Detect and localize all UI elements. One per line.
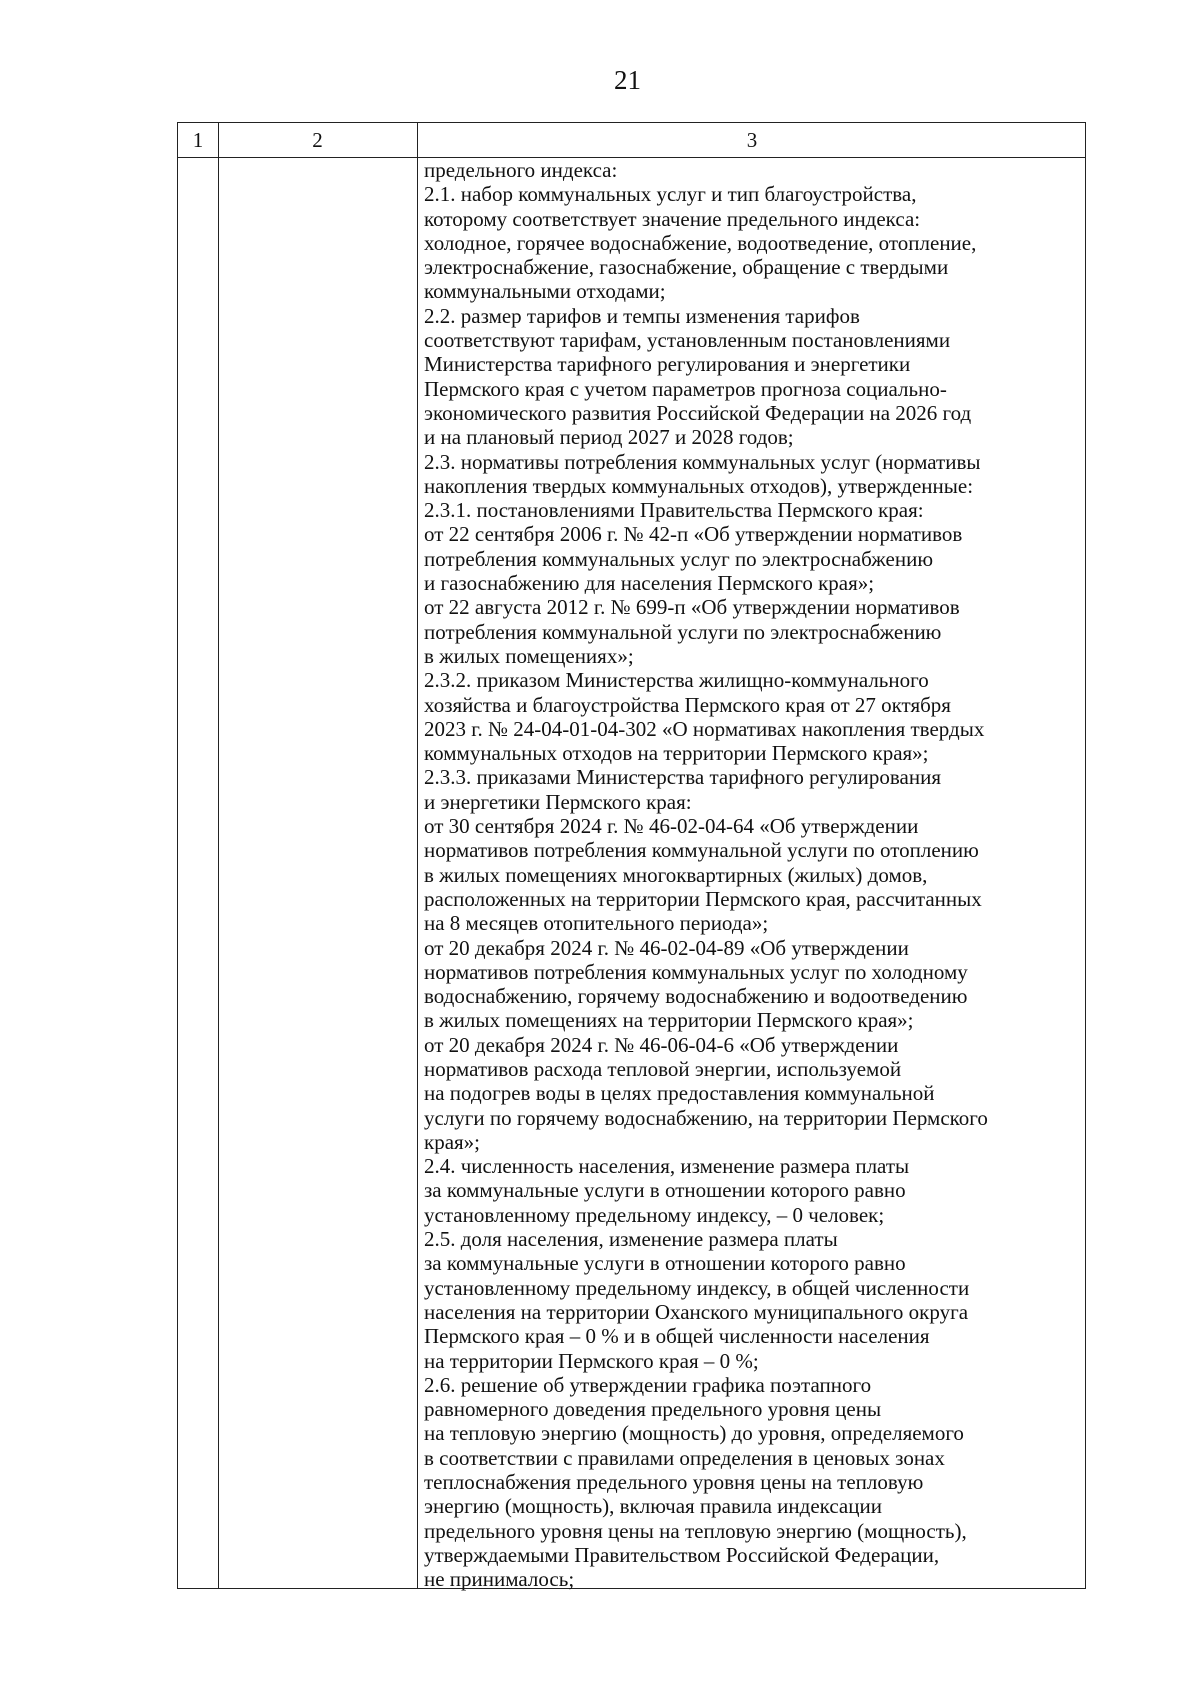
column-divider-2 — [417, 123, 418, 1588]
text-line: 2.2. размер тарифов и темпы изменения тарифов — [424, 303, 860, 328]
text-line: водоснабжению, горячему водоснабжению и водоотведению — [424, 984, 968, 1009]
text-line: теплоснабжения предельного уровня цены на тепловую — [424, 1470, 924, 1495]
text-line: энергию (мощность), включая правила индексации — [424, 1494, 882, 1519]
text-line: 2.3. нормативы потребления коммунальных услуг (нормативы — [424, 449, 981, 474]
text-line: Пермского края – 0 % и в общей численности населения — [424, 1324, 930, 1349]
text-line: населения на территории Оханского муниципального округа — [424, 1299, 969, 1324]
text-line: нормативов потребления коммунальных услуг по холодному — [424, 959, 968, 984]
text-line: равномерного доведения предельного уровня цены — [424, 1397, 882, 1422]
column-header-3: 3 — [746, 128, 758, 152]
text-line: потребления коммунальных услуг по электроснабжению — [424, 546, 934, 571]
text-line: в жилых помещениях»; — [424, 643, 634, 668]
text-line: от 22 августа 2012 г. № 699-п «Об утверждении нормативов — [424, 595, 960, 620]
text-line: нормативов потребления коммунальной услуги по отоплению — [424, 838, 979, 863]
text-line: и энергетики Пермского края: — [424, 789, 692, 814]
text-line: Пермского края с учетом параметров прогноза социально- — [424, 376, 947, 401]
text-line: 2.6. решение об утверждении графика поэтапного — [424, 1372, 872, 1397]
page-number: 21 — [614, 65, 641, 95]
text-line: которому соответствует значение предельного индекса: — [424, 206, 921, 231]
text-line: от 20 декабря 2024 г. № 46-06-04-6 «Об утверждении — [424, 1032, 899, 1057]
text-line: в соответствии с правилами определения в ценовых зонах — [424, 1445, 945, 1470]
text-line: электроснабжение, газоснабжение, обращение с твердыми — [424, 255, 949, 280]
text-line: за коммунальные услуги в отношении которого равно — [424, 1251, 906, 1276]
text-line: соответствуют тарифам, установленным постановлениями — [424, 328, 951, 353]
text-line: и газоснабжению для населения Пермского края»; — [424, 571, 875, 596]
text-line: расположенных на территории Пермского края, рассчитанных — [424, 886, 982, 911]
text-line: на 8 месяцев отопительного периода»; — [424, 911, 769, 936]
text-line: холодное, горячее водоснабжение, водоотведение, отопление, — [424, 230, 977, 255]
text-line: от 30 сентября 2024 г. № 46-02-04-64 «Об утверждении — [424, 814, 919, 839]
text-line: утверждаемыми Правительством Российской Федерации, — [424, 1542, 940, 1567]
text-line: в жилых помещениях на территории Пермского края»; — [424, 1008, 914, 1033]
text-line: на подогрев воды в целях предоставления коммунальной — [424, 1081, 935, 1106]
text-line: Министерства тарифного регулирования и энергетики — [424, 352, 911, 377]
text-line: 2.4. численность населения, изменение размера платы — [424, 1154, 910, 1179]
document-table — [177, 122, 1086, 1592]
text-line: на территории Пермского края – 0 %; — [424, 1348, 759, 1373]
column-header-2: 2 — [312, 128, 323, 152]
text-line: от 22 сентября 2006 г. № 42-п «Об утверждении нормативов — [424, 522, 963, 547]
text-line: хозяйства и благоустройства Пермского края от 27 октября — [424, 692, 951, 717]
text-line: потребления коммунальной услуги по электроснабжению — [424, 619, 942, 644]
text-line: 2.3.2. приказом Министерства жилищно-коммунального — [424, 668, 929, 693]
text-line: 2.3.3. приказами Министерства тарифного регулирования — [424, 765, 941, 790]
text-line: края»; — [424, 1129, 481, 1154]
text-line: предельного уровня цены на тепловую энергию (мощность), — [424, 1518, 967, 1543]
text-line: в жилых помещениях многоквартирных (жилых) домов, — [424, 862, 928, 887]
text-line: за коммунальные услуги в отношении которого равно — [424, 1178, 906, 1203]
text-line: услуги по горячему водоснабжению, на территории Пермского — [424, 1105, 988, 1130]
column-header-1: 1 — [192, 128, 204, 152]
text-line: экономического развития Российской Федерации на 2026 год — [424, 400, 972, 425]
text-line: установленному предельному индексу, – 0 человек; — [424, 1202, 885, 1227]
text-line: установленному предельному индексу, в общей численности — [424, 1275, 970, 1300]
text-line: от 20 декабря 2024 г. № 46-02-04-89 «Об утверждении — [424, 935, 909, 960]
text-line: 2023 г. № 24-04-01-04-302 «О нормативах накопления твердых — [424, 716, 985, 741]
text-line: на тепловую энергию (мощность) до уровня, определяемого — [424, 1421, 964, 1446]
text-line: предельного индекса: — [424, 158, 618, 182]
text-line: коммунальных отходов на территории Пермского края»; — [424, 741, 929, 766]
text-line: 2.1. набор коммунальных услуг и тип благоустройства, — [424, 182, 917, 207]
column-3-content — [424, 158, 1084, 1592]
text-line: 2.5. доля населения, изменение размера платы — [424, 1227, 838, 1252]
text-line: и на плановый период 2027 и 2028 годов; — [424, 425, 794, 450]
text-line: накопления твердых коммунальных отходов), утвержденные: — [424, 473, 974, 498]
column-divider-1 — [218, 123, 219, 1588]
text-line: нормативов расхода тепловой энергии, используемой — [424, 1056, 902, 1081]
text-line: 2.3.1. постановлениями Правительства Пермского края: — [424, 498, 924, 523]
text-line: не принималось; — [424, 1567, 575, 1592]
text-line: коммунальными отходами; — [424, 279, 666, 304]
